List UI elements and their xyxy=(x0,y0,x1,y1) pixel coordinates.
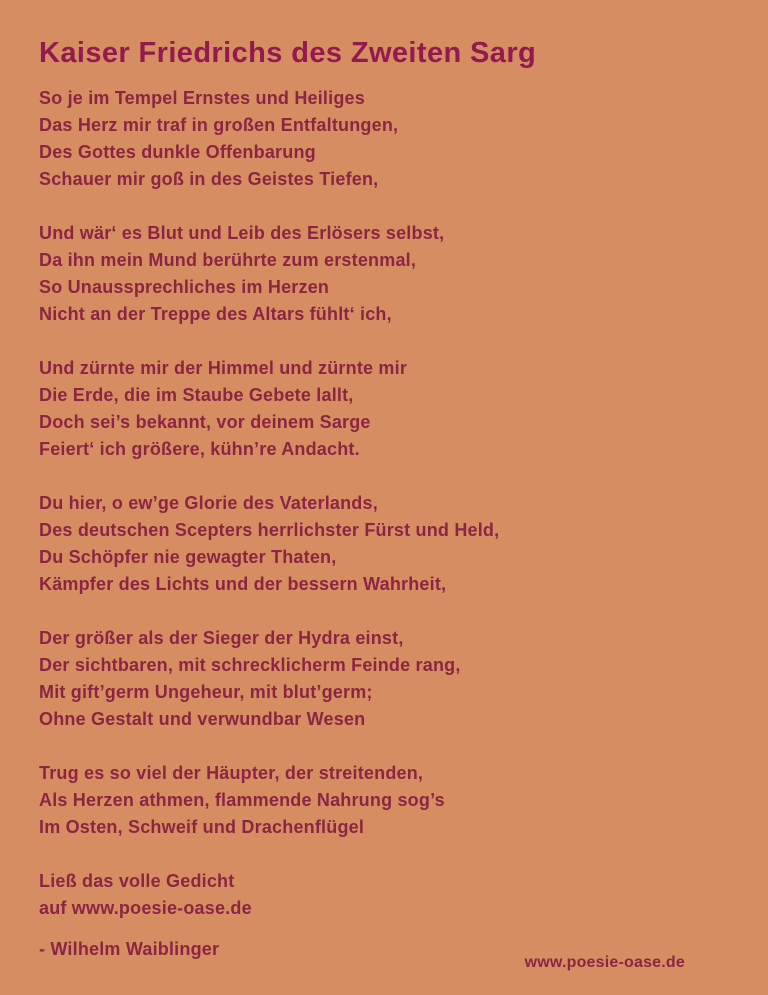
site-watermark: www.poesie-oase.de xyxy=(524,954,685,971)
poem-line: Du Schöpfer nie gewagter Thaten, xyxy=(39,547,337,567)
poem-line: Die Erde, die im Staube Gebete lallt, xyxy=(39,385,354,405)
stanza-4 xyxy=(39,490,728,598)
stanza-6 xyxy=(39,760,728,841)
poem-line: Der sichtbaren, mit schrecklicherm Feinde rang, xyxy=(39,655,461,675)
poem-line: Feiert‘ ich größere, kühn’re Andacht. xyxy=(39,439,360,459)
poem-line: Ohne Gestalt und verwundbar Wesen xyxy=(39,709,366,729)
poem-title: Kaiser Friedrichs des Zweiten Sarg xyxy=(39,37,537,69)
cta-block xyxy=(39,868,728,922)
poem-line: Des deutschen Scepters herrlichster Fürst und Held, xyxy=(39,520,500,540)
cta-line-2: auf www.poesie-oase.de xyxy=(39,898,252,918)
poem-line: Als Herzen athmen, flammende Nahrung sog’s xyxy=(39,790,445,810)
poem-line: Und wär‘ es Blut und Leib des Erlösers selbst, xyxy=(39,223,445,243)
poem-line: Und zürnte mir der Himmel und zürnte mir xyxy=(39,358,408,378)
poem-line: Kämpfer des Lichts und der bessern Wahrheit, xyxy=(39,574,447,594)
stanza-2 xyxy=(39,220,728,328)
poem-line: So je im Tempel Ernstes und Heiliges xyxy=(39,88,365,108)
poem-line: Nicht an der Treppe des Altars fühlt‘ ich, xyxy=(39,304,392,324)
poem-line: Der größer als der Sieger der Hydra einst, xyxy=(39,628,404,648)
poem-line: Doch sei’s bekannt, vor deinem Sarge xyxy=(39,412,371,432)
poem-line: Da ihn mein Mund berührte zum erstenmal, xyxy=(39,250,417,270)
stanza-3 xyxy=(39,355,728,463)
poem-line: So Unaussprechliches im Herzen xyxy=(39,277,330,297)
poem-line: Im Osten, Schweif und Drachenflügel xyxy=(39,817,365,837)
poem-line: Schauer mir goß in des Geistes Tiefen, xyxy=(39,169,379,189)
stanza-1 xyxy=(39,85,728,193)
poem-line: Des Gottes dunkle Offenbarung xyxy=(39,142,316,162)
author-line: - Wilhelm Waiblinger xyxy=(39,939,220,959)
stanza-5 xyxy=(39,625,728,733)
poem-line: Trug es so viel der Häupter, der streitenden, xyxy=(39,763,424,783)
poem-line: Du hier, o ew’ge Glorie des Vaterlands, xyxy=(39,493,378,513)
poem-line: Das Herz mir traf in großen Entfaltungen, xyxy=(39,115,399,135)
cta-line-1: Ließ das volle Gedicht xyxy=(39,871,235,891)
poem-line: Mit gift’germ Ungeheur, mit blut’germ; xyxy=(39,682,373,702)
